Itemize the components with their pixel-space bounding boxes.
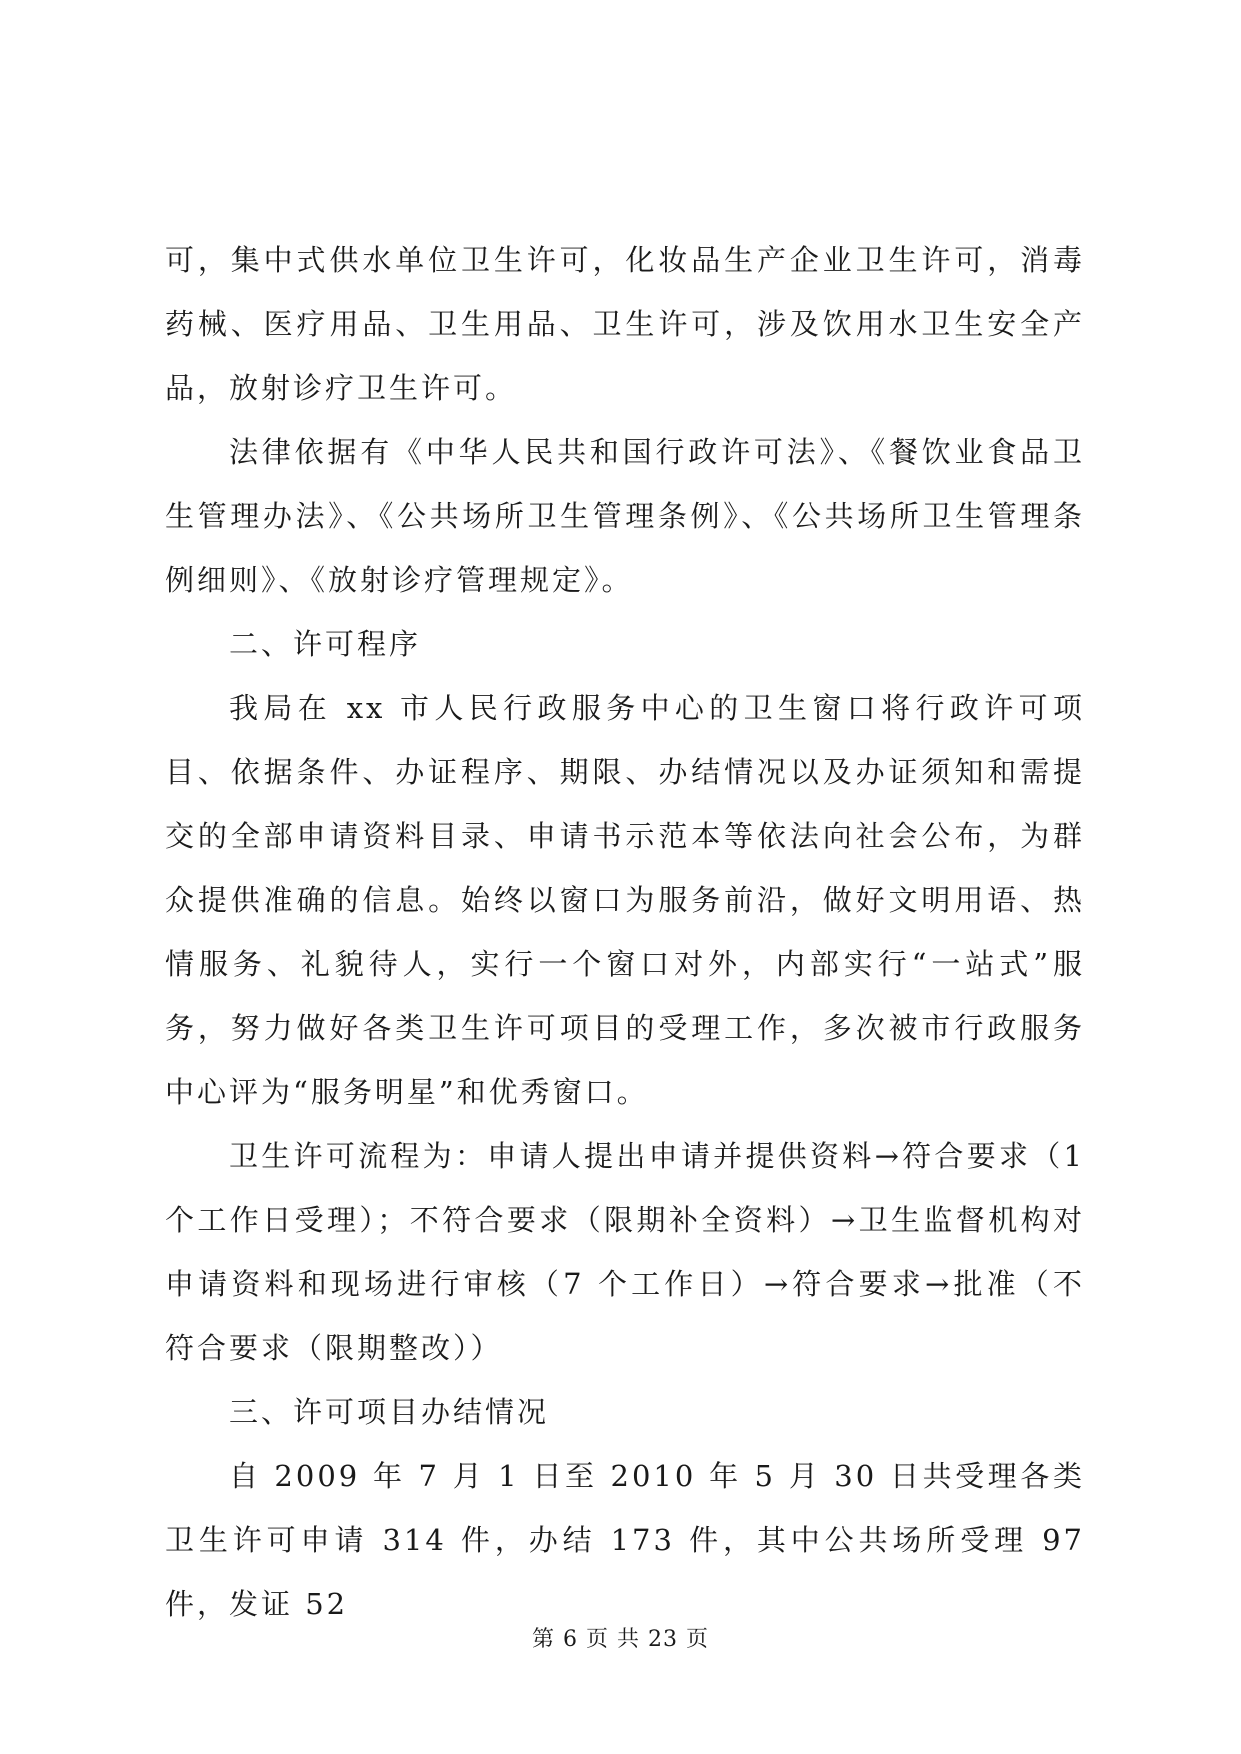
section-heading-permit-results: 三、许可项目办结情况 [229,1395,550,1429]
section-heading-permit-procedure: 二、许可程序 [229,627,422,661]
paragraph-permits-list: 可，集中式供水单位卫生许可，化妆品生产企业卫生许可，消毒药械、医疗用品、卫生用品、卫生许可，涉及饮用水卫生安全产品，放射诊疗卫生许可。 [165,243,1085,405]
document-body [165,228,1085,1636]
page-number-footer: 第 6 页 共 23 页 [532,1627,709,1652]
paragraph-permit-statistics: 自 2009 年 7 月 1 日至 2010 年 5 月 30 日共受理各类卫生许可申请 314 件，办结 173 件，其中公共场所受理 97 件，发证 52 [165,1459,1085,1621]
paragraph-legal-basis: 法律依据有《中华人民共和国行政许可法》、《餐饮业食品卫生管理办法》、《公共场所卫生管理条例》、《公共场所卫生管理条例细则》、《放射诊疗管理规定》。 [165,435,1085,597]
paragraph-service-window: 我局在 xx 市人民行政服务中心的卫生窗口将行政许可项目、依据条件、办证程序、期限、办结情况以及办证须知和需提交的全部申请资料目录、申请书示范本等依法向社会公布，为群众提供准确的信息。始终以窗口为服务前沿，做好文明用语、热情服务、礼貌待人，实行一个窗口对外，内部实行“一站式”服务，努力做好各类卫生许可项目的受理工作，多次被市行政服务中心评为“服务明星”和优秀窗口。 [165,691,1085,1109]
paragraph-permit-flow: 卫生许可流程为：申请人提出申请并提供资料→符合要求（1 个工作日受理）；不符合要求（限期补全资料）→卫生监督机构对申请资料和现场进行审核（7 个工作日）→符合要求→批准（不符合要求（限期整改）） [165,1139,1085,1365]
